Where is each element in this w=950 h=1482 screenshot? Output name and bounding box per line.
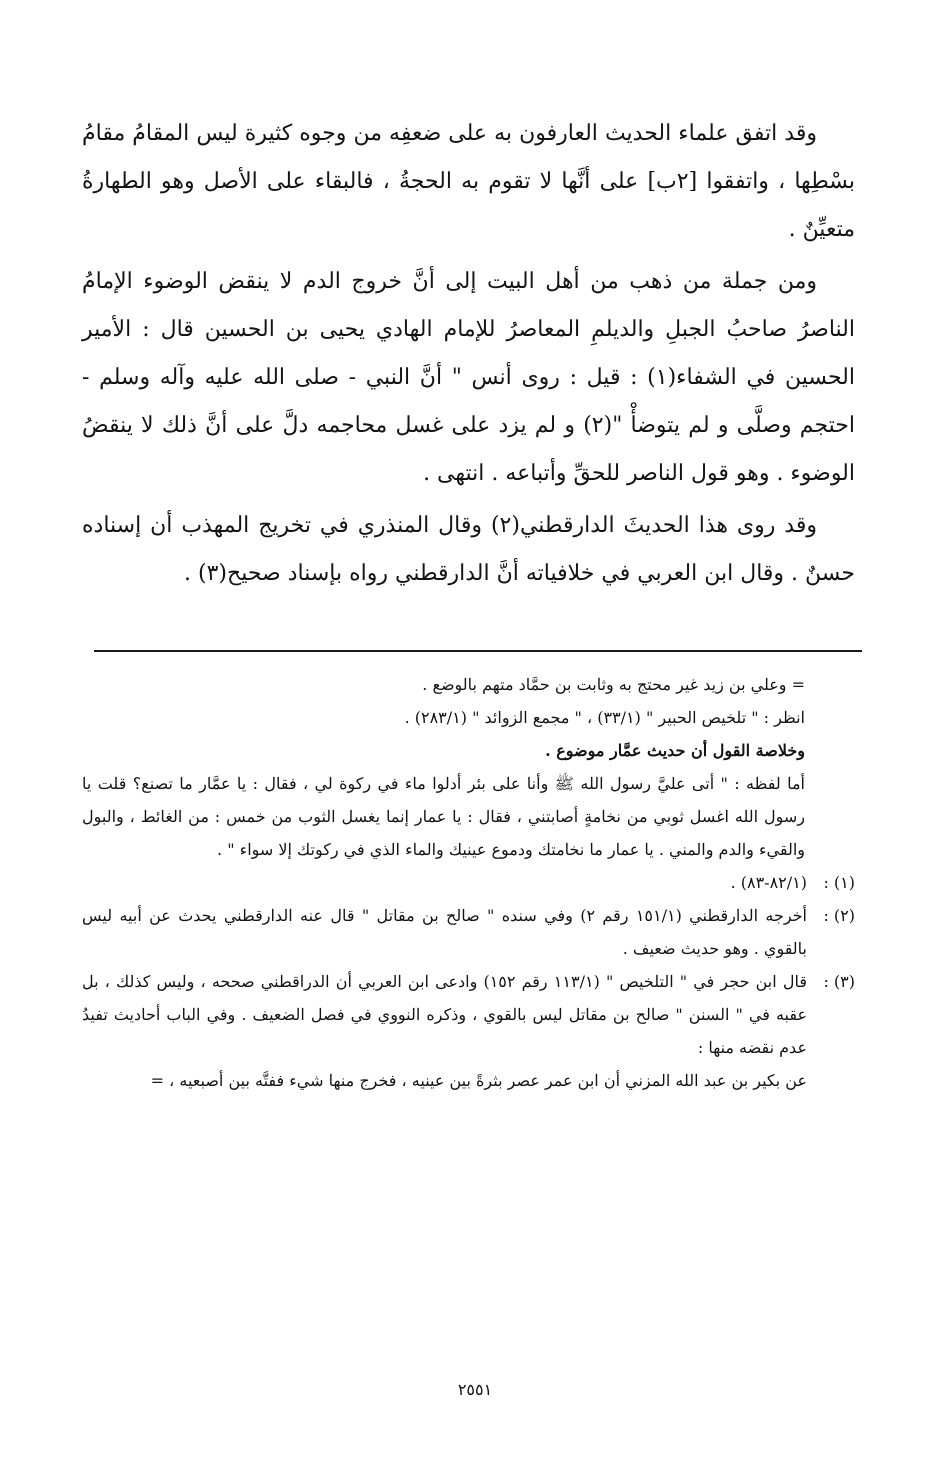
footnote-1-number: (١) : (823, 873, 855, 892)
footnote-3 (82, 965, 855, 1097)
footnote-conclusion: وخلاصة القول أن حديث عمَّار موضوع . (545, 741, 805, 760)
footnote-1 (82, 866, 855, 899)
footnote-3-number: (٣) : (823, 972, 855, 991)
footnote-3-text: قال ابن حجر في " التلخيص " (١١٣/١ رقم ١٥٢) وادعى ابن العربي أن الدراقطني صححه ، وليس كذلك ، بل عقبه في " السنن " صالح بن مقاتل ليس بالقوي ، وذكره النووي في فصل الضعيف . وفي الباب أحاديث تفيدُ عدم نقضه منها : (82, 972, 807, 1057)
page-number: ٢٥٥١ (457, 1380, 493, 1399)
footnote-2 (82, 899, 855, 965)
footnote-1-text: (٨٢/١-٨٣) . (730, 873, 807, 892)
main-paragraph-3: وقد روى هذا الحديثَ الدارقطني(٢) وقال المنذري في تخريج المهذب أن إسناده حسنٌ . وقال ابن العربي في خلافياته أنَّ الدارقطني رواه بإسناد صحيح(٣) . (82, 513, 855, 586)
main-paragraph-2: ومن جملة من ذهب من أهل البيت إلى أنَّ خروج الدم لا ينقض الوضوء الإمامُ الناصرُ صاحبُ الجبلِ والديلمِ المعاصرُ للإمام الهادي يحيى بن الحسين قال : الأمير الحسين في الشفاء(١) : قيل : روى أنس " أنَّ النبي - صلى الله عليه وآله وسلم - احتجم وصلَّى و لم يتوضأْ "(٢) و لم يزد على غسل محاجمه دلَّ على أنَّ ذلك لا ينقضُ الوضوء . وهو قول الناصر للحقِّ وأتباعه . انتهى . (82, 269, 855, 486)
footnote-continuation-1: = وعلي بن زيد غير محتج به وثابت بن حمَّاد متهم بالوضع . (422, 675, 805, 694)
footnote-2-text: أخرجه الدارقطني (١٥١/١ رقم ٢) وفي سنده " صالح بن مقاتل " قال عنه الدارقطني يحدث عن أبيه ليس بالقوي . وهو حديث ضعيف . (82, 906, 808, 958)
footnote-separator (94, 650, 862, 652)
main-paragraph-1: وقد اتفق علماء الحديث العارفون به على ضعفِه من وجوه كثيرة ليس المقامُ مقامُ بسْطِها ، واتفقوا [٢ب] على أنَّها لا تقوم به الحجةُ ، فالبقاء على الأصل وهو الطهارةُ متعيِّنٌ . (82, 121, 855, 242)
footnote-continuation-2: انظر : " تلخيص الحبير " (٣٣/١) ، " مجمع الزوائد " (٢٨٣/١) . (404, 708, 805, 727)
footnote-3-text-continued: عن بكير بن عبد الله المزني أن ابن عمر عصر بثرةً بين عينيه ، فخرج منها شيء ففتَّه بين أصبعيه ، = (150, 1071, 807, 1090)
footnote-2-number: (٢) : (823, 906, 855, 925)
footnotes (82, 668, 855, 1097)
footnote-hadith-text: أما لفظه : " أتى عليَّ رسول الله ﷺ وأنا على بئر أدلوا ماء في ركوة لي ، فقال : يا عمَّار ما تصنع؟ قلت يا رسول الله اغسل ثوبي من نخامةٍ أصابتني ، فقال : يا عمار إنما يغسل الثوب من خمس : من الغائط ، والبول والقيء والدم والمني . يا عمار ما نخامتك ودموع عينيك والماء الذي في ركوتك إلا سواء " . (82, 774, 806, 859)
main-text (82, 110, 855, 602)
